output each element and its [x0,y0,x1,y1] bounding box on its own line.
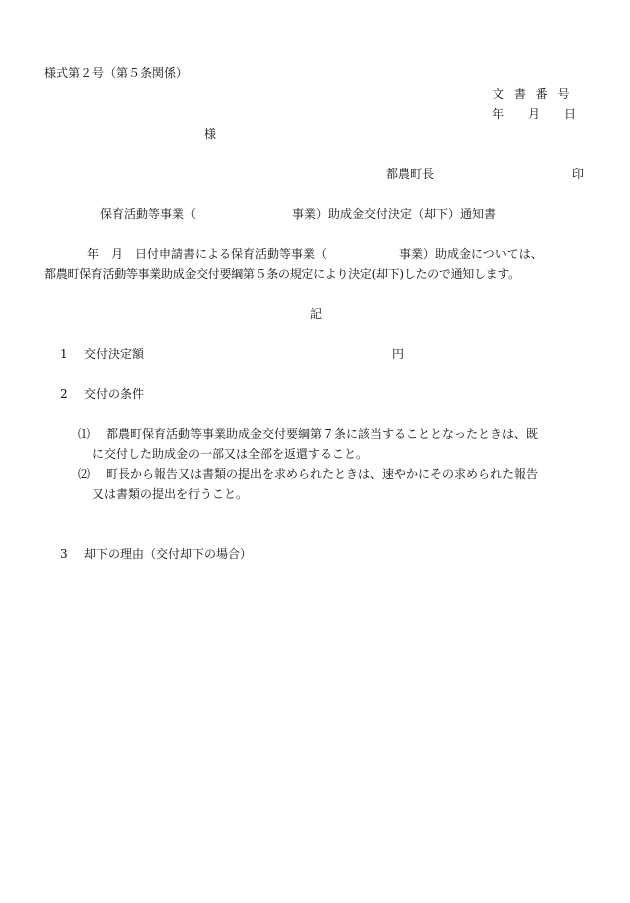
issuer-name: 都農町長 [386,167,435,181]
item-unit-yen: 円 [392,347,405,361]
item-number-3: 3 [60,547,68,561]
body-line-2: 都農町保育活動等事業助成金交付要綱第５条の規定により決定(却下)したので通知します。 [44,267,520,281]
form-number: 様式第２号（第５条関係） [44,66,189,80]
condition-2-line-2: 又は書類の提出を行うこと。 [92,487,249,501]
document-number-label: 文 書 番 号 [492,87,570,101]
notice-title: 保育活動等事業（ 事業）助成金交付決定（却下）通知書 [100,207,497,221]
addressee-suffix: 様 [204,127,217,141]
condition-1-line-2: に交付した助成金の一部又は全部を返還すること。 [92,447,369,461]
body-line-1: 年 月 日付申請書による保育活動等事業（ 事業）助成金については、 [87,247,543,261]
condition-marker-1: ⑴ [78,427,91,441]
condition-marker-2: ⑵ [78,467,91,481]
seal-mark: 印 [572,167,585,181]
item-number-2: 2 [60,387,68,401]
item-label-grant-amount: 交付決定額 [84,347,145,361]
condition-2-line-1: 町長から報告又は書類の提出を求められたときは、速やかにその求められた報告 [106,467,539,481]
item-number-1: 1 [60,347,68,361]
item-label-grant-conditions: 交付の条件 [84,387,145,401]
date-line: 年 月 日 [492,107,577,121]
item-label-rejection-reason: 却下の理由（交付却下の場合） [84,547,253,561]
ki-heading: 記 [310,307,323,321]
condition-1-line-1: 都農町保育活動等事業助成金交付要綱第７条に該当することとなったときは、既 [106,427,539,441]
